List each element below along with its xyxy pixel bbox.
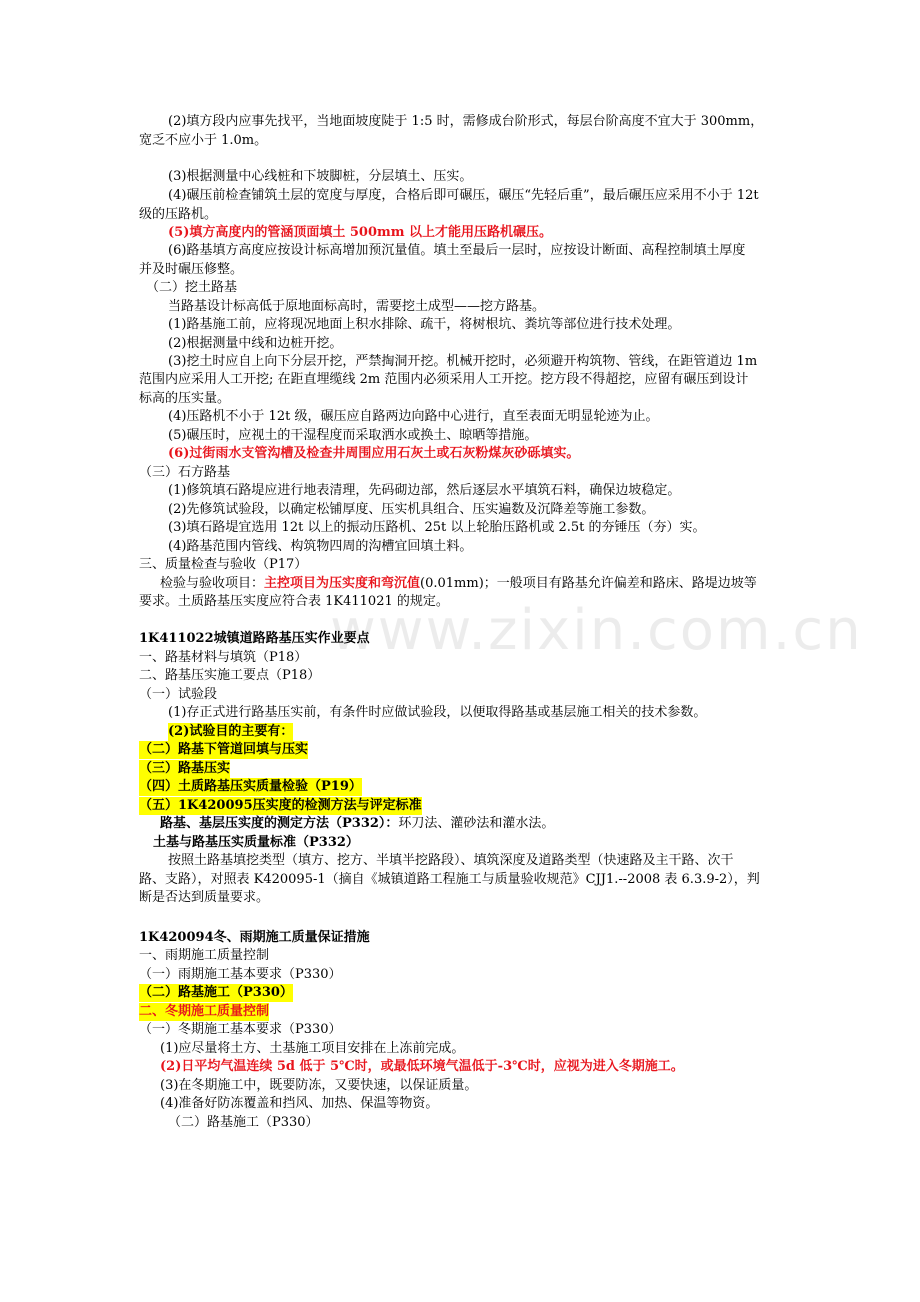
text-line: (2)填方段内应事先找平，当地面坡度陡于 1:5 时，需修成台阶形式，每层台阶高度不宜大于 300mm，: [168, 114, 764, 129]
text-line: 标高的压实量。: [139, 391, 231, 406]
watermark: www.zixin.com.cn: [330, 598, 863, 663]
text-line: （一）冬期施工基本要求（P330）: [139, 1022, 342, 1037]
text-line: （二）路基施工（P330）: [168, 1115, 319, 1130]
text-segment: (0.01mm)；一般项目有路基允许偏差和路床、路堤边坡等: [420, 576, 757, 591]
text-line: (4)路基范围内管线、构筑物四周的沟槽宜回填土料。: [168, 539, 473, 554]
text-line: (2)先修筑试验段，以确定松铺厚度、压实机具组合、压实遍数及沉降差等施工参数。: [168, 502, 655, 517]
text-line: 二、冬期施工质量控制: [139, 1004, 270, 1019]
text-line: (6)路基填方高度应按设计标高增加预沉量值。填土至最后一层时，应按设计断面、高程控制填土厚度: [168, 243, 746, 258]
text-line: (2)日平均气温连续 5d 低于 5℃时，或最低环境气温低于-3℃时，应视为进入冬期施工。: [160, 1059, 684, 1074]
text-line: 1K411022城镇道路路基压实作业要点: [139, 631, 370, 646]
text-segment: 环刀法、灌砂法和灌水法。: [398, 816, 555, 831]
text-line: [160, 575, 757, 593]
text-line: 要求。土质路基压实度应符合表 1K411021 的规定。: [139, 594, 449, 609]
text-line: 路、支路），对照表 K420095-1（摘自《城镇道路工程施工与质量验收规范》CJJ1.--2008 表 6.3.9-2），判: [139, 872, 760, 887]
text-line: 一、雨期施工质量控制: [139, 948, 270, 963]
text-line: （一）试验段: [139, 687, 218, 702]
text-line: (1)应尽量将土方、土基施工项目安排在上冻前完成。: [160, 1041, 465, 1056]
text-line: 宽乏不应小于 1.0m。: [139, 133, 268, 148]
text-line: (3)根据测量中心线桩和下坡脚桩，分层填土、压实。: [168, 169, 473, 184]
text-line: (3)在冬期施工中，既要防冻，又要快速，以保证质量。: [160, 1078, 478, 1093]
text-line: 三、质量检查与验收（P17）: [139, 557, 308, 572]
text-line: (4)压路机不小于 12t 级，碾压应自路两边向路中心进行，直至表面无明显轮迹为止。: [168, 409, 659, 424]
text-line: （四）土质路基压实质量检验（P19）: [139, 779, 362, 794]
text-segment: 主控项目为压实度和弯沉值: [264, 576, 421, 591]
text-line: 按照土路基填挖类型（填方、挖方、半填半挖路段）、填筑深度及道路类型（快速路及主干路、次干: [168, 853, 734, 868]
text-line: (3)挖土时应自上向下分层开挖，严禁掏洞开挖。机械开挖时，必须避开构筑物、管线，在距管道边 1m: [168, 354, 758, 369]
text-line: 二、路基压实施工要点（P18）: [139, 668, 321, 683]
text-line: （三）路基压实: [139, 761, 231, 776]
text-line: （三）石方路基: [139, 465, 231, 480]
text-line: (5)碾压时，应视土的干湿程度而采取洒水或换土、晾晒等措施。: [168, 428, 538, 443]
text-line: 并及时碾压修整。: [139, 262, 244, 277]
text-segment: 检验与验收项目：: [160, 576, 265, 591]
text-line: 级的压路机。: [139, 207, 218, 222]
text-line: (1)路基施工前，应将现况地面上积水排除、疏干，将树根坑、粪坑等部位进行技术处理。: [168, 317, 681, 332]
text-line: 1K420094冬、雨期施工质量保证措施: [139, 930, 370, 945]
text-line: [160, 815, 554, 833]
text-line: (6)过街雨水支管沟槽及检查井周围应用石灰土或石灰粉煤灰砂砾填实。: [168, 446, 580, 461]
text-line: (5)填方高度内的管涵顶面填土 500mm 以上才能用压路机碾压。: [168, 225, 553, 240]
text-line: (4)准备好防冻覆盖和挡风、加热、保温等物资。: [160, 1096, 439, 1111]
text-line: (1)存正式进行路基压实前，有条件时应做试验段，以便取得路基或基层施工相关的技术参数。: [168, 705, 707, 720]
text-line: （一）雨期施工基本要求（P330）: [139, 967, 342, 982]
text-line: 断是否达到质量要求。: [139, 890, 270, 905]
text-line: （二）路基下管道回填与压实: [139, 742, 309, 757]
text-line: 当路基设计标高低于原地面标高时，需要挖土成型——挖方路基。: [168, 299, 546, 314]
text-line: (4)碾压前检查铺筑土层的宽度与厚度，合格后即可碾压，碾压“先轻后重”，最后碾压应采用不小于 12t: [168, 188, 759, 203]
text-line: 范围内应采用人工开挖; 在距直埋缆线 2m 范围内必须采用人工开挖。挖方段不得超挖，应留有碾压到设计: [139, 372, 749, 387]
text-line: （二）路基施工（P330）: [139, 985, 293, 1000]
text-line: (1)修筑填石路堤应进行地表清理，先码砌边部，然后逐层水平填筑石料，确保边坡稳定。: [168, 483, 681, 498]
text-line: (2)试验目的主要有：: [168, 724, 294, 739]
text-line: （五）1K420095压实度的检测方法与评定标准: [139, 798, 422, 813]
text-line: (3)填石路堤宜选用 12t 以上的振动压路机、25t 以上轮胎压路机或 2.5t 的夯锤压（夯）实。: [168, 520, 706, 535]
text-line: 土基与路基压实质量标准（P332）: [153, 835, 359, 850]
text-segment: 路基、基层压实度的测定方法（P332）：: [160, 816, 399, 831]
text-line: （二）挖土路基: [146, 280, 238, 295]
text-line: (2)根据测量中线和边桩开挖。: [168, 336, 343, 351]
text-line: 一、路基材料与填筑（P18）: [139, 650, 308, 665]
